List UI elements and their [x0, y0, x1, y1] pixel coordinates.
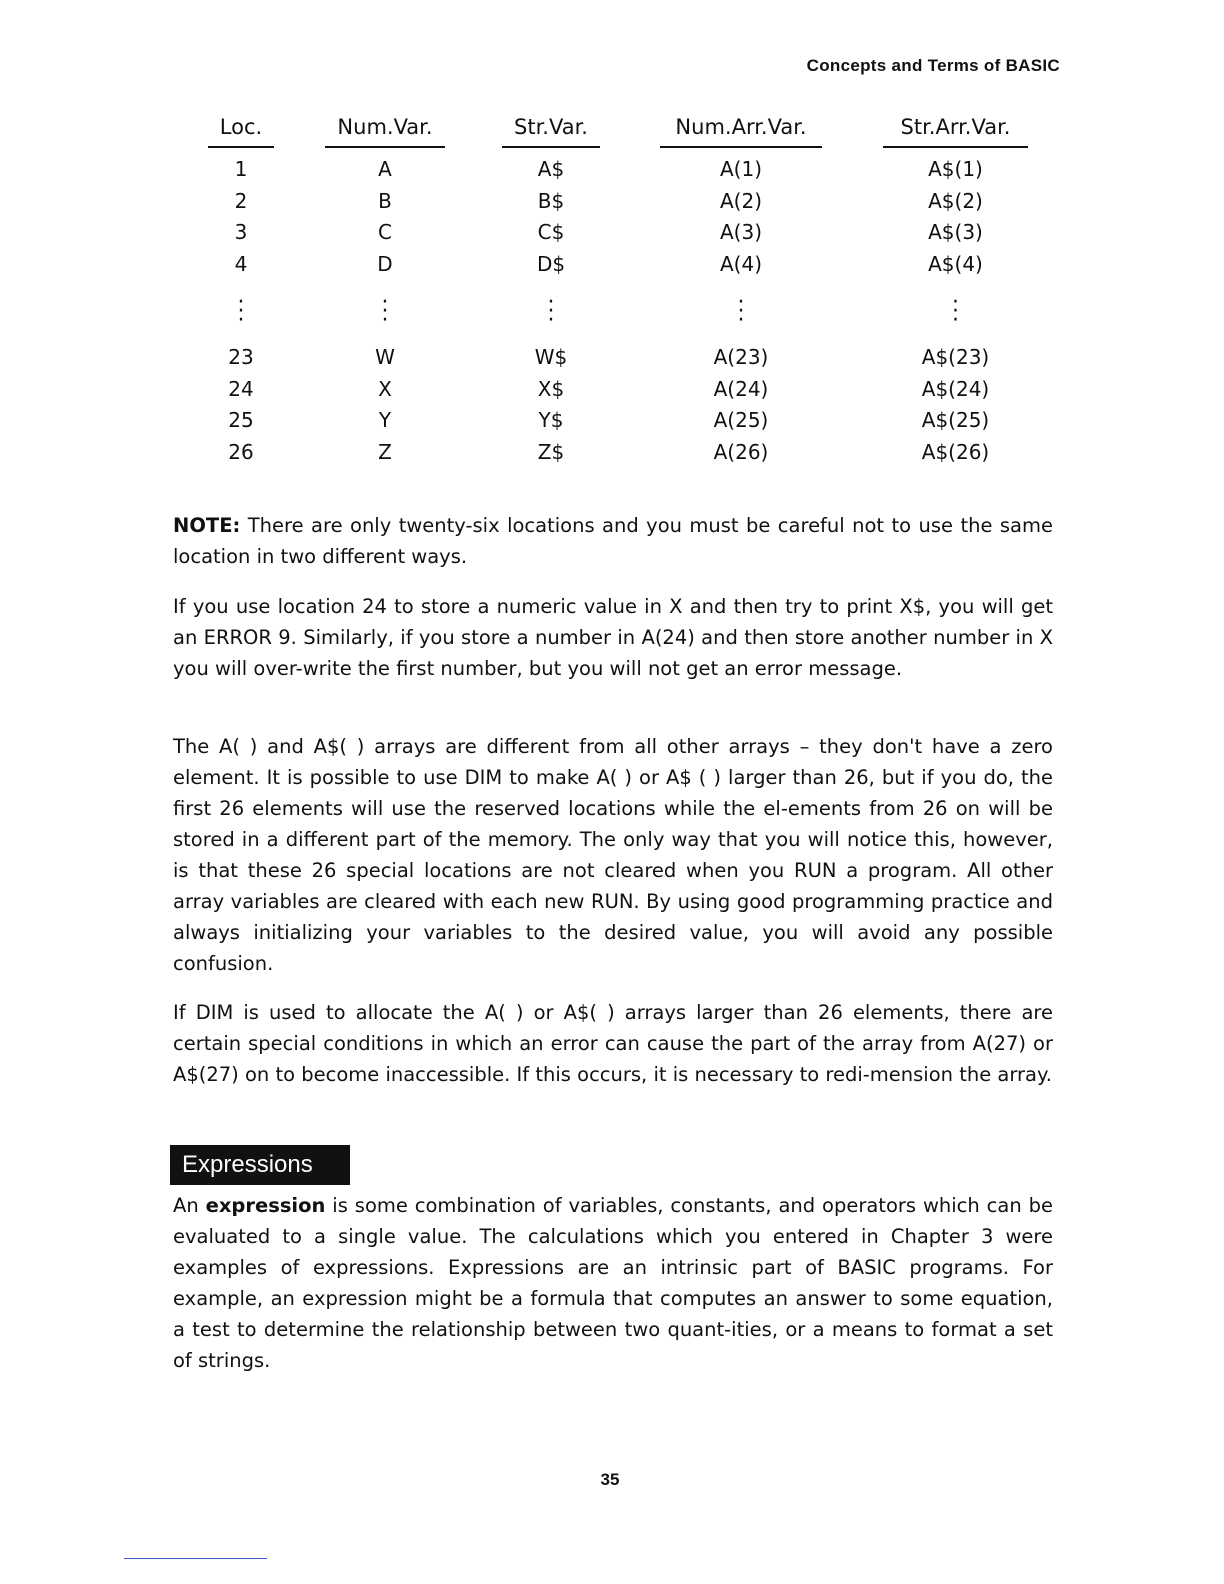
column-header: Num.Arr.Var. [675, 115, 807, 139]
page-number: 35 [600, 1470, 620, 1489]
section-intro-paragraph [173, 1190, 1053, 1376]
header-underline [660, 146, 822, 148]
table-column-str-var [502, 112, 600, 468]
table-cell: A$(2) [928, 188, 983, 213]
table-cell: A(25) [713, 408, 769, 432]
header-underline [325, 146, 445, 148]
table-cell: 25 [228, 408, 254, 432]
table-cell: A$(26) [921, 439, 990, 464]
note-paragraph [173, 510, 1053, 572]
note-text: There are only twenty-six locations and you must be careful not to use the same location in two different ways. [173, 514, 1053, 568]
defined-term: expression [205, 1194, 326, 1217]
table-cell: X$ [537, 376, 565, 401]
table-cell: X [378, 376, 392, 401]
running-head: Concepts and Terms of BASIC [806, 56, 1060, 75]
table-cell: A$ [537, 157, 565, 181]
table-cell: 3 [234, 220, 248, 244]
table-cell: B [378, 188, 392, 213]
table-cell: 4 [234, 251, 248, 276]
table-cell: 26 [228, 439, 254, 464]
header-underline [208, 146, 274, 148]
table-cell: 1 [234, 157, 248, 181]
intro-text: is some combination of variables, constants, and operators which can be evaluated to a single value. The calculations which you entered in Chapter 3 were examples of expressions. Expressions are an intrinsic part of BASIC programs. For example, an expression might be a formula that computes an answer to some equation, a test to determine the relationship between two quant-ities, or a means to format a set of strings. [173, 1194, 1053, 1372]
table-cell: A [378, 157, 392, 181]
table-cell: 23 [228, 345, 254, 369]
table-cell: W$ [534, 345, 568, 369]
table-cell: Z$ [537, 439, 565, 464]
table-cell: A$(3) [928, 220, 983, 244]
table-column-loc [208, 112, 274, 468]
ellipsis-vertical: · · · [237, 289, 245, 333]
header-underline [502, 146, 600, 148]
column-header: Num.Var. [337, 115, 433, 139]
table-cell: W [375, 345, 395, 369]
table-column-num-arr-var [660, 112, 822, 468]
table-cell: A(3) [719, 220, 762, 244]
table-cell: Y [378, 408, 392, 432]
column-header: Str.Arr.Var. [900, 115, 1011, 139]
table-cell: A$(25) [921, 408, 990, 432]
table-cell: A$(23) [921, 345, 990, 369]
table-cell: A(24) [713, 376, 769, 401]
body-paragraph: If you use location 24 to store a numeric value in X and then try to print X$, you will get an ERROR 9. Similarly, if you store a number in A(24) and then store another number in X you will over-write the first number, but you will not get an error message. [173, 595, 1053, 680]
column-header: Str.Var. [514, 115, 588, 139]
header-underline [883, 146, 1028, 148]
section-heading: Expressions [170, 1145, 350, 1185]
ellipsis-vertical: · · · [737, 289, 745, 333]
table-cell: A$(4) [928, 251, 983, 276]
table-cell: A(1) [719, 157, 762, 181]
table-cell: Z [378, 439, 392, 464]
column-header: Loc. [219, 115, 263, 139]
table-cell: 24 [228, 376, 254, 401]
body-paragraph: The A( ) and A$( ) arrays are different from all other arrays – they don't have a zero element. It is possible to use DIM to make A( ) or A$ ( ) larger than 26, but if you do, the first 26 elements will use the reserved locations while the el-ements from 26 on will be stored in a different part of the memory. The only way that you will notice this, however, is that these 26 special locations are not cleared when you RUN a program. All other array variables are cleared with each new RUN. By using good programming practice and always initializing your variables to the desired value, you will avoid any possible confusion. [173, 735, 1053, 975]
table-cell: 2 [234, 188, 248, 213]
table-cell: C$ [537, 220, 565, 244]
table-cell: A(4) [719, 251, 762, 276]
table-column-str-arr-var [883, 112, 1028, 468]
table-cell: A(26) [713, 439, 769, 464]
body-paragraph: If DIM is used to allocate the A( ) or A$( ) arrays larger than 26 elements, there are certain special conditions in which an error can cause the part of the array from A(27) or A$(27) on to become inaccessible. If this occurs, it is necessary to redi-mension the array. [173, 1001, 1053, 1086]
intro-lead: An [173, 1194, 206, 1217]
ellipsis-vertical: · · · [952, 289, 959, 333]
table-cell: A(23) [713, 345, 769, 369]
table-cell: C [378, 220, 392, 244]
ellipsis-vertical: · · · [547, 289, 555, 333]
table-column-num-var [325, 112, 445, 468]
variable-location-table [0, 112, 1224, 472]
table-cell: A(2) [719, 188, 762, 213]
table-cell: A$(24) [921, 376, 990, 401]
note-label: NOTE: [173, 514, 241, 537]
table-cell: D [377, 251, 393, 276]
table-cell: D$ [536, 251, 566, 276]
table-cell: B$ [537, 188, 565, 213]
ellipsis-vertical: · · · [381, 289, 389, 333]
footer-rule [124, 1558, 267, 1559]
table-cell: Y$ [538, 408, 564, 432]
table-cell: A$(1) [928, 157, 983, 181]
